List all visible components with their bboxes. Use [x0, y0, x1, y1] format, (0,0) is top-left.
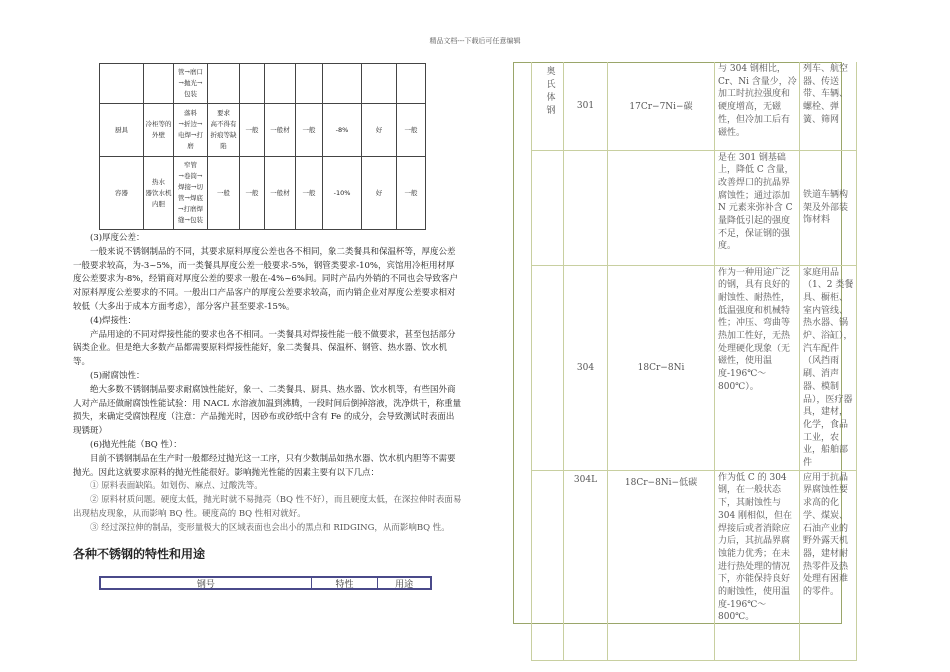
- table-row: [100, 104, 426, 157]
- cell-value: -10%: [323, 157, 362, 230]
- cell-category: 容器: [100, 157, 144, 230]
- cell-value: 一般材: [265, 104, 296, 157]
- cell-composition: [608, 150, 715, 265]
- cell-grade: 304L: [564, 470, 608, 660]
- list-item: ② 原料材质问题。硬度太低，抛光时就不易抛亮（BQ 性不好），而且硬度太低，在深拉伸时表面易出现桔皮现象，从而影响 BQ 性。硬度高的 BQ 性相对就好。: [73, 495, 462, 519]
- cell-composition: 18Cr−8Ni: [608, 265, 715, 470]
- cell-process: 管→磨口 →抛光→ 包装: [174, 64, 208, 104]
- body-text: [73, 232, 462, 536]
- cell-property: 与 304 钢相比，Cr、Ni 含量少，冷加工时抗拉强度和硬度增高，无磁性，但冷加工后有磁性。: [715, 62, 800, 150]
- section-title: 各种不锈钢的特性和用途: [73, 547, 206, 561]
- cell-property: 作为一种用途广泛的钢，具有良好的耐蚀性、耐热性，低温强度和机械特性；冲压、弯曲等热加工性好，无热处理硬化现象（无磁性，使用温度-196℃～800℃）。: [715, 265, 800, 470]
- column-header-property: 特性: [312, 578, 379, 588]
- cell-value: 一般: [397, 157, 426, 230]
- cell-property: 作为低 C 的 304 钢，在一般状态下，其耐蚀性与 304 刚相似，但在焊接后或者消除应力后，其抗晶界腐蚀能力优秀；在未进行热处理的情况下，亦能保持良好的耐蚀性，使用温度-196℃～800℃。: [715, 470, 800, 660]
- cell-value: -8%: [323, 104, 362, 157]
- cell-item: 冷柜等的外壁: [144, 104, 174, 157]
- cell-requirement: 要求 高不得有 折痕等缺 陷: [208, 104, 240, 157]
- cell-item: [144, 64, 174, 104]
- table-row: [532, 470, 857, 660]
- cell-process: 窄管 →卷筒→ 焊接→切 管→焊底 →打磨焊 缝→包装: [174, 157, 208, 230]
- cell-requirement: 一般: [208, 157, 240, 230]
- table-row: [100, 64, 426, 104]
- column-header-grade: 钢号: [101, 578, 312, 588]
- category-label: 奥氏体钢: [546, 67, 556, 116]
- table-row: [532, 265, 857, 470]
- cell-category: [100, 64, 144, 104]
- cell-grade: 301: [564, 62, 608, 150]
- paragraph: 目前不锈钢制品在生产时一般都经过抛光这一工序，只有少数制品如热水器、饮水机内胆等不需要抛光。因此这就要求原料的抛光性能很好。影响抛光性能的因素主要有以下几点：: [73, 453, 456, 478]
- paragraph: 一般来说不锈钢制品的不同，其要求原料厚度公差也各不相同，象二类餐具和保温杯等，厚度公差一般要求较高，为-3~5%，而一类餐具厚度公差一般要求-5%，钢管类要求-10%，宾馆用冷柜用材厚度公差要求为-8%，经销商对厚度公差的要求一般在-4%~6%间。同时产品内外销的不同也会导致客户对原料厚度公差要求的不同。一般出口产品客户的厚度公差要求较高，而内销企业对厚度公差要求相对较低（大多出于成本方面考虑），部分客户甚至要求-15%。: [73, 246, 458, 312]
- cell-use: 应用于抗晶界腐蚀性要求高的化学、煤炭、石油产业的野外露天机器，建材耐热零件及热处理有困难的零件。: [800, 470, 857, 660]
- table-row: [100, 157, 426, 230]
- list-item: ③ 经过深拉伸的制品，变形量极大的区域表面也会出小的黑点和 RIDGING，从而影响BQ 性。: [90, 522, 450, 533]
- page-header: 精品文档---下载后可任意编辑: [429, 37, 521, 45]
- column-header-use: 用途: [395, 579, 414, 590]
- cell-value: 一般: [240, 157, 265, 230]
- table-row: [532, 150, 857, 265]
- table-row: [532, 62, 857, 150]
- cell-value: 一般: [296, 157, 323, 230]
- paragraph: 产品用途的不同对焊接性能的要求也各不相同。一类餐具对焊接性能一般不做要求，甚至包括部分锅类企业。但是绝大多数产品都需要原料焊接性能好，象二类餐具、保温杯、钢管、热水器、饮水机等。: [73, 329, 456, 368]
- list-item: ① 原料表面缺陷。如划伤、麻点、过酸洗等。: [90, 481, 263, 492]
- cell-process: 落料 →折边→ 电焊→打 磨: [174, 104, 208, 157]
- cell-use: 列车、航空器、传送带、车辆、螺栓、弹簧、筛网: [800, 62, 857, 150]
- heading-corrosion: (5)耐腐蚀性：: [90, 370, 145, 381]
- process-table: [99, 63, 426, 230]
- cell-value: 好: [362, 104, 397, 157]
- cell-use: 家庭用品（1、2 类餐具、橱柜、室内管线、热水器、锅炉、浴缸），汽车配件（风挡雨刷、消声器、模制品），医疗器具，建材，化学，食品工业，农业，船舶部件: [800, 265, 857, 470]
- steel-table-header: [99, 576, 432, 590]
- cell-item: 热水 器饮水机 内胆: [144, 157, 174, 230]
- cell-value: 一般: [296, 104, 323, 157]
- heading-weldability: (4)焊接性：: [90, 315, 137, 326]
- cell-value: 一般材: [265, 157, 296, 230]
- paragraph: 绝大多数不锈钢制品要求耐腐蚀性能好，象一、二类餐具、厨具、热水器、饮水机等，有些国外商人对产品还做耐腐蚀性能试验：用 NACL 水溶液加温到沸腾，一段时间后倒掉溶液，洗净烘干，称重量损失，来确定受腐蚀程度（注意：产品抛光时，因砂布或砂纸中含有 Fe 的成分，会导致测试时表面出现锈斑）: [73, 384, 462, 437]
- cell-property: 是在 301 钢基础上，降低 C 含量，改善焊口的抗晶界腐蚀性；通过添加 N 元素来弥补含 C 量降低引起的强度不足，保证钢的强度。: [715, 150, 800, 265]
- heading-polish: (6)抛光性能（BQ 性）：: [90, 439, 182, 450]
- cell-composition: 18Cr−8Ni−低碳: [608, 470, 715, 660]
- steel-table: [531, 62, 857, 661]
- cell-value: 一般: [397, 104, 426, 157]
- cell-grade: 304: [564, 265, 608, 470]
- cell-category: 厨具: [100, 104, 144, 157]
- cell-value: 好: [362, 157, 397, 230]
- cell-use: 铁道车辆构架及外部装饰材料: [800, 150, 857, 265]
- heading-thickness: (3)厚度公差：: [90, 233, 145, 243]
- cell-value: 一般: [240, 104, 265, 157]
- cell-composition: 17Cr−7Ni−碳: [608, 62, 715, 150]
- cell-grade: [564, 150, 608, 265]
